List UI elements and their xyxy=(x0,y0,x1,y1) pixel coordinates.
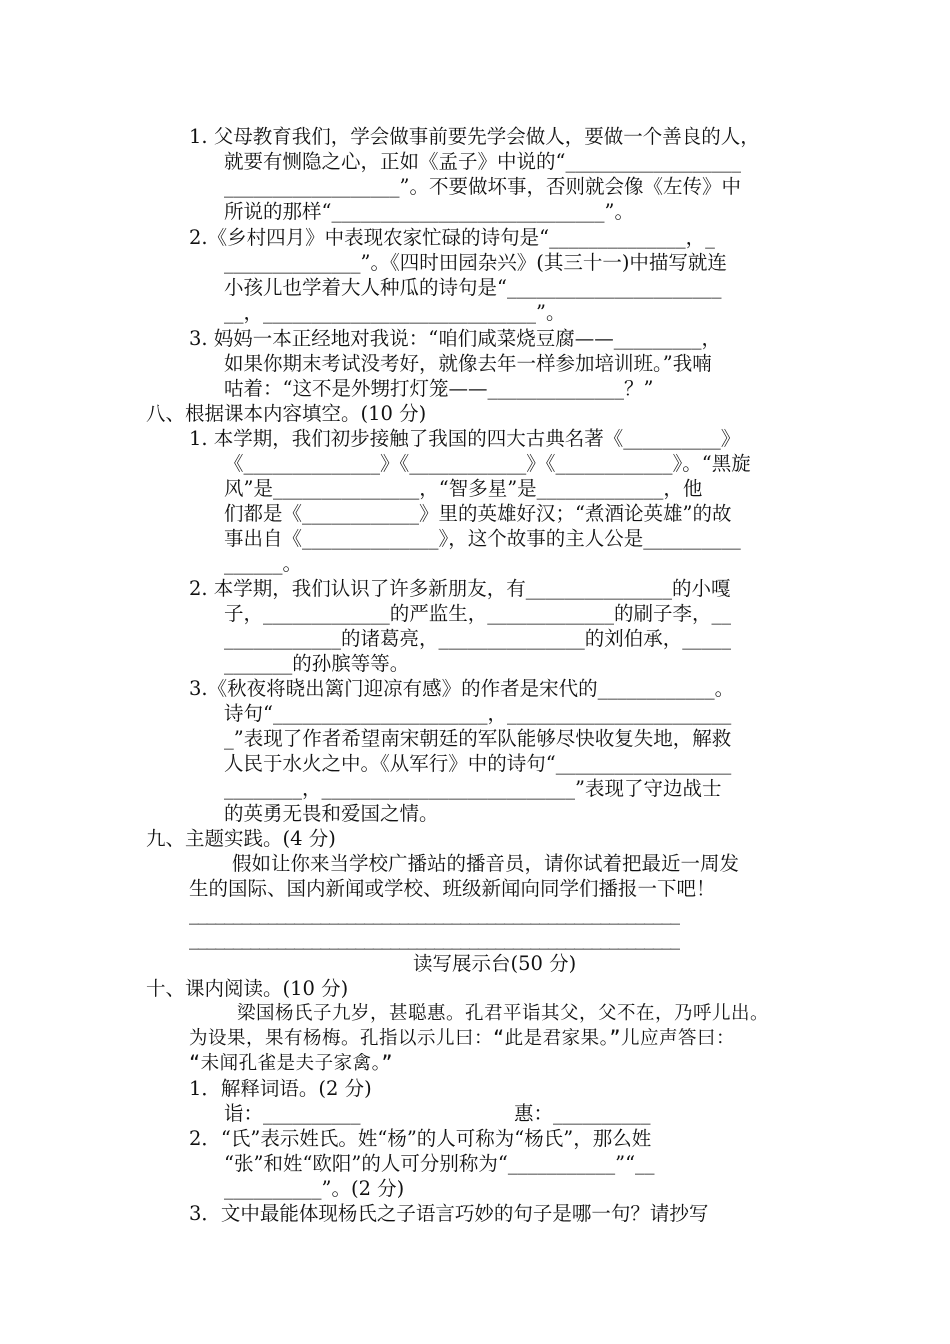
q8-2-line-1: 2. 本学期，我们认识了许多新朋友，有_______________的小嘎 xyxy=(189,577,731,600)
q8-3-line-1: 3.《秋夜将晓出篱门迎凉有感》的作者是宋代的____________。 xyxy=(189,677,735,700)
q7-3-line-2: 如果你期末考试没考好，就像去年一样参加培训班。”我喃 xyxy=(224,352,712,375)
q10-1-blank-zhi[interactable]: 诣：__________ xyxy=(224,1102,361,1125)
q8-2-line-4: _______的孙膑等等。 xyxy=(224,652,410,675)
q8-1-line-1: 1. 本学期，我们初步接触了我国的四大古典名著《__________》 xyxy=(189,427,741,450)
q8-1-line-2: 《______________》《____________》《____________》。“黑旋 xyxy=(224,452,751,475)
q10-1-blank-hui[interactable]: 惠：__________ xyxy=(514,1102,651,1125)
q7-3-line-1: 3. 妈妈一本正经地对我说：“咱们咸菜烧豆腐——_________， xyxy=(189,327,722,350)
passage-line-2: 为设果，果有杨梅。孔指以示儿曰：“此是君家果。”儿应声答曰： xyxy=(189,1028,736,1049)
q7-2-line-2: ______________”。《四时田园杂兴》(其三十一)中描写就连 xyxy=(224,251,727,274)
q7-1-line-2: 就要有恻隐之心，正如《孟子》中说的“__________________ xyxy=(224,150,741,173)
q10-2-line-3: __________”。(2 分) xyxy=(224,1177,405,1200)
section-8-heading: 八、根据课本内容填空。(10 分) xyxy=(146,402,427,425)
q8-3-line-6: 的英勇无畏和爱国之情。 xyxy=(224,802,439,825)
q10-2-line-2: “张”和姓“欧阳”的人可分别称为“___________”“__ xyxy=(224,1152,655,1175)
q7-3-line-3: 咕着：“这不是外甥打灯笼——______________？” xyxy=(224,377,654,400)
passage-line-1: 梁国杨氏子九岁，甚聪惠。孔君平诣其父，父不在，乃呼儿出。 xyxy=(237,1003,770,1024)
q7-1-line-3: __________________”。不要做坏事，否则就会像《左传》中 xyxy=(224,175,741,198)
q8-3-line-2: 诗句“______________________，_______________________ xyxy=(224,702,732,725)
reading-writing-title: 读写展示台(50 分) xyxy=(413,952,577,975)
q8-3-line-3: _”表现了作者希望南宋朝廷的军队能够尽快收复失地，解救 xyxy=(224,727,732,750)
q10-3-line-1: 3．文中最能体现杨氏之子语言巧妙的句子是哪一句？请抄写 xyxy=(189,1202,709,1225)
q8-1-line-3: 风”是_______________，“智多星”是_____________，他 xyxy=(224,477,703,500)
q9-answer-line-2[interactable]: ________________________________________________________ xyxy=(189,927,679,950)
q8-3-line-5: ________，__________________________”表现了守边战士 xyxy=(224,777,722,800)
q8-1-line-4: 们都是《____________》里的英雄好汉；“煮酒论英雄”的故 xyxy=(224,502,732,525)
q7-1-line-1: 1. 父母教育我们，学会做事前要先学会做人，要做一个善良的人， xyxy=(189,125,760,148)
q7-1-line-4: 所说的那样“____________________________”。 xyxy=(224,200,634,223)
passage-line-3: “未闻孔雀是夫子家禽。” xyxy=(189,1053,394,1074)
q8-2-line-2: 子，_____________的严监生，_____________的刷子李，__ xyxy=(224,602,732,625)
q10-2-line-1: 2．“氏”表示姓氏。姓“杨”的人可称为“杨氏”，那么姓 xyxy=(189,1127,652,1150)
q9-prompt-line-1: 假如让你来当学校广播站的播音员，请你试着把最近一周发 xyxy=(232,852,740,875)
q9-answer-line-1[interactable]: ________________________________________________________ xyxy=(189,902,679,925)
q10-1-line-1: 1．解释词语。(2 分) xyxy=(189,1077,372,1100)
q8-3-line-4: 人民于水火之中。《从军行》中的诗句“__________________ xyxy=(224,752,732,775)
q7-2-line-1: 2.《乡村四月》中表现农家忙碌的诗句是“______________，_ xyxy=(189,226,715,249)
q7-2-line-3: 小孩儿也学着大人种瓜的诗句是“______________________ xyxy=(224,276,722,299)
q8-1-line-5: 事出自《______________》，这个故事的主人公是__________ xyxy=(224,527,741,550)
q7-2-line-4: __，____________________________”。 xyxy=(224,301,566,324)
q9-prompt-line-2: 生的国际、国内新闻或学校、班级新闻向同学们播报一下吧！ xyxy=(189,877,716,900)
section-10-heading: 十、课内阅读。(10 分) xyxy=(146,977,349,1000)
section-9-heading: 九、主题实践。(4 分) xyxy=(146,827,336,850)
q8-2-line-3: ____________的诸葛亮，_______________的刘伯承，_____ xyxy=(224,627,732,650)
q8-1-line-6: ______。 xyxy=(224,552,303,575)
